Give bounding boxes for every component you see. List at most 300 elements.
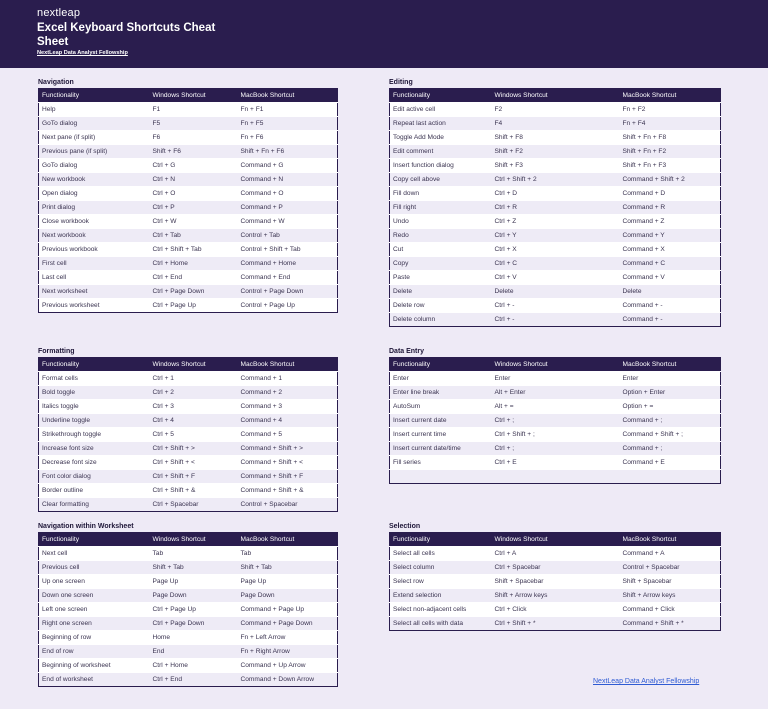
table-row bbox=[39, 659, 338, 673]
table-row bbox=[39, 498, 338, 512]
cell-functionality: Right one screen bbox=[39, 617, 150, 631]
col-header-functionality: Functionality bbox=[390, 533, 492, 547]
cell-functionality: Previous cell bbox=[39, 561, 150, 575]
table-row bbox=[39, 442, 338, 456]
cell-windows-shortcut: Tab bbox=[150, 547, 238, 561]
shortcut-table bbox=[389, 88, 721, 327]
cell-mac-shortcut: Command + End bbox=[238, 271, 338, 285]
table-row bbox=[390, 400, 721, 414]
cell-mac-shortcut: Command + W bbox=[238, 215, 338, 229]
cell-windows-shortcut: Ctrl + - bbox=[492, 299, 620, 313]
cell-windows-shortcut: Ctrl + - bbox=[492, 313, 620, 327]
cell-functionality: Beginning of worksheet bbox=[39, 659, 150, 673]
cell-mac-shortcut: Shift + Spacebar bbox=[620, 575, 721, 589]
cell-functionality: Select non-adjacent cells bbox=[390, 603, 492, 617]
table-row bbox=[39, 372, 338, 386]
cell-mac-shortcut: Command + G bbox=[238, 159, 338, 173]
cell-functionality: Cut bbox=[390, 243, 492, 257]
table-row bbox=[390, 575, 721, 589]
table-row bbox=[39, 428, 338, 442]
cell-mac-shortcut: Command + Shift + * bbox=[620, 617, 721, 631]
cell-functionality: AutoSum bbox=[390, 400, 492, 414]
section-title: Formatting bbox=[38, 348, 75, 355]
shortcut-table bbox=[389, 532, 721, 631]
cell-windows-shortcut: Ctrl + 5 bbox=[150, 428, 238, 442]
cell-functionality: Previous worksheet bbox=[39, 299, 150, 313]
col-header-mac: MacBook Shortcut bbox=[620, 533, 721, 547]
cell-mac-shortcut: Control + Shift + Tab bbox=[238, 243, 338, 257]
cell-functionality: Delete row bbox=[390, 299, 492, 313]
table-row bbox=[390, 145, 721, 159]
header-banner bbox=[0, 0, 768, 68]
table-row bbox=[39, 229, 338, 243]
cell-windows-shortcut: Ctrl + D bbox=[492, 187, 620, 201]
cell-functionality: Previous workbook bbox=[39, 243, 150, 257]
table-row bbox=[39, 673, 338, 687]
cell-functionality: GoTo dialog bbox=[39, 159, 150, 173]
table-row bbox=[39, 589, 338, 603]
cell-windows-shortcut: Ctrl + A bbox=[492, 547, 620, 561]
cell-functionality: Next worksheet bbox=[39, 285, 150, 299]
section-title: Editing bbox=[389, 79, 413, 86]
table-row bbox=[390, 131, 721, 145]
table-row bbox=[39, 547, 338, 561]
cell-windows-shortcut: F1 bbox=[150, 103, 238, 117]
col-header-mac: MacBook Shortcut bbox=[238, 358, 338, 372]
cell-mac-shortcut: Command + Home bbox=[238, 257, 338, 271]
table-row bbox=[390, 229, 721, 243]
table-row bbox=[390, 215, 721, 229]
cell-mac-shortcut: Command + X bbox=[620, 243, 721, 257]
table-row bbox=[39, 617, 338, 631]
cell-functionality: Repeat last action bbox=[390, 117, 492, 131]
table-row bbox=[39, 271, 338, 285]
cell-functionality: Paste bbox=[390, 271, 492, 285]
cell-functionality: Underline toggle bbox=[39, 414, 150, 428]
section-title: Navigation within Worksheet bbox=[38, 523, 134, 530]
table-row bbox=[390, 257, 721, 271]
cell-windows-shortcut: Ctrl + G bbox=[150, 159, 238, 173]
col-header-windows: Windows Shortcut bbox=[150, 89, 238, 103]
cell-mac-shortcut: Fn + F6 bbox=[238, 131, 338, 145]
cell-mac-shortcut: Shift + Tab bbox=[238, 561, 338, 575]
cell-windows-shortcut: Ctrl + ; bbox=[492, 442, 620, 456]
cell-functionality: Bold toggle bbox=[39, 386, 150, 400]
cell-windows-shortcut: Ctrl + R bbox=[492, 201, 620, 215]
cell-functionality: Clear formatting bbox=[39, 498, 150, 512]
section-title: Navigation bbox=[38, 79, 74, 86]
cell-mac-shortcut: Fn + F4 bbox=[620, 117, 721, 131]
cell-mac-shortcut: Command + Shift + 2 bbox=[620, 173, 721, 187]
table-row bbox=[390, 103, 721, 117]
table-row bbox=[39, 243, 338, 257]
table-row bbox=[39, 215, 338, 229]
cell-functionality: Fill right bbox=[390, 201, 492, 215]
cell-functionality: Insert current date/time bbox=[390, 442, 492, 456]
cell-mac-shortcut: Command + Click bbox=[620, 603, 721, 617]
col-header-functionality: Functionality bbox=[39, 358, 150, 372]
cell-mac-shortcut: Command + 3 bbox=[238, 400, 338, 414]
cell-mac-shortcut: Command + D bbox=[620, 187, 721, 201]
subtitle-link[interactable]: NextLeap Data Analyst Fellowship bbox=[37, 50, 128, 56]
cell-mac-shortcut: Command + - bbox=[620, 313, 721, 327]
cell-mac-shortcut: Control + Spacebar bbox=[620, 561, 721, 575]
cell-windows-shortcut: Shift + F8 bbox=[492, 131, 620, 145]
table-row bbox=[39, 145, 338, 159]
cell-mac-shortcut: Command + C bbox=[620, 257, 721, 271]
table-row bbox=[390, 271, 721, 285]
cell-windows-shortcut: F5 bbox=[150, 117, 238, 131]
footer-link[interactable]: NextLeap Data Analyst Fellowship bbox=[593, 678, 700, 685]
cell-mac-shortcut: Fn + F2 bbox=[620, 103, 721, 117]
cell-functionality: Insert function dialog bbox=[390, 159, 492, 173]
table-row bbox=[39, 484, 338, 498]
cell-windows-shortcut: Delete bbox=[492, 285, 620, 299]
cell-windows-shortcut: Page Down bbox=[150, 589, 238, 603]
cell-mac-shortcut: Control + Spacebar bbox=[238, 498, 338, 512]
cell-functionality: Copy bbox=[390, 257, 492, 271]
section-title: Data Entry bbox=[389, 348, 425, 355]
cell-windows-shortcut: Ctrl + W bbox=[150, 215, 238, 229]
cell-mac-shortcut: Option + Enter bbox=[620, 386, 721, 400]
cell-functionality: Last cell bbox=[39, 271, 150, 285]
col-header-windows: Windows Shortcut bbox=[492, 89, 620, 103]
table-row bbox=[390, 313, 721, 327]
cell-mac-shortcut: Shift + Fn + F3 bbox=[620, 159, 721, 173]
shortcut-table bbox=[38, 88, 338, 313]
cell-functionality: Strikethrough toggle bbox=[39, 428, 150, 442]
cell-windows-shortcut: Ctrl + Spacebar bbox=[150, 498, 238, 512]
cell-mac-shortcut: Command + ; bbox=[620, 442, 721, 456]
cell-windows-shortcut: Ctrl + Page Down bbox=[150, 617, 238, 631]
table-row bbox=[390, 159, 721, 173]
cell-mac-shortcut: Command + 1 bbox=[238, 372, 338, 386]
cell-windows-shortcut: Ctrl + Spacebar bbox=[492, 561, 620, 575]
col-header-mac: MacBook Shortcut bbox=[238, 89, 338, 103]
col-header-functionality: Functionality bbox=[39, 533, 150, 547]
cell-mac-shortcut: Command + 2 bbox=[238, 386, 338, 400]
cell-mac-shortcut: Command + - bbox=[620, 299, 721, 313]
table-row bbox=[39, 131, 338, 145]
table-row bbox=[390, 617, 721, 631]
cell-functionality: Left one screen bbox=[39, 603, 150, 617]
cell-functionality: Up one screen bbox=[39, 575, 150, 589]
table-row bbox=[39, 470, 338, 484]
cell-windows-shortcut: Ctrl + Y bbox=[492, 229, 620, 243]
empty-row bbox=[390, 470, 721, 484]
cell-mac-shortcut: Command + ; bbox=[620, 414, 721, 428]
cell-windows-shortcut: Alt + = bbox=[492, 400, 620, 414]
table-row bbox=[39, 117, 338, 131]
section-formatting bbox=[38, 347, 338, 512]
table-row bbox=[39, 414, 338, 428]
table-row bbox=[390, 386, 721, 400]
table-row bbox=[390, 561, 721, 575]
cell-mac-shortcut: Shift + Fn + F2 bbox=[620, 145, 721, 159]
table-row bbox=[39, 575, 338, 589]
cell-mac-shortcut: Shift + Fn + F8 bbox=[620, 131, 721, 145]
cell-windows-shortcut: Ctrl + Shift + ; bbox=[492, 428, 620, 442]
cell-functionality: First cell bbox=[39, 257, 150, 271]
cell-windows-shortcut: Shift + Arrow keys bbox=[492, 589, 620, 603]
cell-windows-shortcut: Ctrl + O bbox=[150, 187, 238, 201]
shortcut-table bbox=[389, 357, 721, 484]
table-row bbox=[390, 414, 721, 428]
cell-windows-shortcut: Ctrl + Z bbox=[492, 215, 620, 229]
table-row bbox=[390, 603, 721, 617]
section-navigation bbox=[38, 78, 338, 313]
empty-cell bbox=[492, 470, 620, 484]
cell-windows-shortcut: Ctrl + Shift + F bbox=[150, 470, 238, 484]
table-row bbox=[390, 173, 721, 187]
cell-windows-shortcut: End bbox=[150, 645, 238, 659]
cell-mac-shortcut: Fn + Left Arrow bbox=[238, 631, 338, 645]
col-header-mac: MacBook Shortcut bbox=[620, 89, 721, 103]
col-header-windows: Windows Shortcut bbox=[492, 533, 620, 547]
cell-mac-shortcut: Command + E bbox=[620, 456, 721, 470]
cell-functionality: Down one screen bbox=[39, 589, 150, 603]
cell-windows-shortcut: F2 bbox=[492, 103, 620, 117]
cell-mac-shortcut: Fn + F1 bbox=[238, 103, 338, 117]
cell-mac-shortcut: Command + P bbox=[238, 201, 338, 215]
page-title: Excel Keyboard Shortcuts Cheat Sheet bbox=[37, 22, 216, 48]
cell-functionality: Font color dialog bbox=[39, 470, 150, 484]
cell-mac-shortcut: Command + Up Arrow bbox=[238, 659, 338, 673]
cell-windows-shortcut: Ctrl + 3 bbox=[150, 400, 238, 414]
section-selection bbox=[389, 522, 721, 631]
cell-functionality: Redo bbox=[390, 229, 492, 243]
cell-windows-shortcut: Shift + F2 bbox=[492, 145, 620, 159]
cell-windows-shortcut: Ctrl + C bbox=[492, 257, 620, 271]
cell-functionality: Close workbook bbox=[39, 215, 150, 229]
cell-windows-shortcut: Ctrl + Page Up bbox=[150, 603, 238, 617]
cell-functionality: Edit comment bbox=[390, 145, 492, 159]
cell-functionality: Next cell bbox=[39, 547, 150, 561]
table-row bbox=[39, 386, 338, 400]
cell-mac-shortcut: Option + = bbox=[620, 400, 721, 414]
cell-windows-shortcut: Ctrl + End bbox=[150, 673, 238, 687]
table-row bbox=[390, 243, 721, 257]
cell-functionality: Undo bbox=[390, 215, 492, 229]
cell-windows-shortcut: Ctrl + V bbox=[492, 271, 620, 285]
cell-functionality: Help bbox=[39, 103, 150, 117]
cell-functionality: Select row bbox=[390, 575, 492, 589]
cell-functionality: Insert current time bbox=[390, 428, 492, 442]
cell-functionality: Extend selection bbox=[390, 589, 492, 603]
table-row bbox=[390, 187, 721, 201]
table-row bbox=[39, 173, 338, 187]
cell-functionality: Fill series bbox=[390, 456, 492, 470]
cell-windows-shortcut: Ctrl + P bbox=[150, 201, 238, 215]
table-row bbox=[39, 187, 338, 201]
cell-mac-shortcut: Command + Shift + > bbox=[238, 442, 338, 456]
col-header-windows: Windows Shortcut bbox=[150, 358, 238, 372]
cell-mac-shortcut: Control + Page Down bbox=[238, 285, 338, 299]
cell-windows-shortcut: Ctrl + Click bbox=[492, 603, 620, 617]
cell-functionality: End of row bbox=[39, 645, 150, 659]
section-data-entry bbox=[389, 347, 721, 484]
cell-mac-shortcut: Enter bbox=[620, 372, 721, 386]
table-row bbox=[39, 561, 338, 575]
cell-mac-shortcut: Shift + Fn + F6 bbox=[238, 145, 338, 159]
cell-windows-shortcut: Alt + Enter bbox=[492, 386, 620, 400]
cell-mac-shortcut: Control + Page Up bbox=[238, 299, 338, 313]
cell-functionality: Border outline bbox=[39, 484, 150, 498]
cell-mac-shortcut: Command + Z bbox=[620, 215, 721, 229]
cell-windows-shortcut: Shift + Tab bbox=[150, 561, 238, 575]
cell-mac-shortcut: Command + Shift + ; bbox=[620, 428, 721, 442]
cell-windows-shortcut: Ctrl + Tab bbox=[150, 229, 238, 243]
cell-functionality: Format cells bbox=[39, 372, 150, 386]
table-row bbox=[390, 456, 721, 470]
table-row bbox=[39, 201, 338, 215]
cell-mac-shortcut: Command + O bbox=[238, 187, 338, 201]
table-row bbox=[39, 159, 338, 173]
cell-functionality: Decrease font size bbox=[39, 456, 150, 470]
col-header-functionality: Functionality bbox=[390, 358, 492, 372]
table-row bbox=[390, 547, 721, 561]
cell-windows-shortcut: Ctrl + End bbox=[150, 271, 238, 285]
cell-mac-shortcut: Fn + F5 bbox=[238, 117, 338, 131]
cell-mac-shortcut: Command + Shift + & bbox=[238, 484, 338, 498]
cell-functionality: Fill down bbox=[390, 187, 492, 201]
cell-mac-shortcut: Command + 4 bbox=[238, 414, 338, 428]
cell-mac-shortcut: Command + R bbox=[620, 201, 721, 215]
cell-functionality: Enter bbox=[390, 372, 492, 386]
shortcut-table bbox=[38, 357, 338, 512]
cell-mac-shortcut: Command + N bbox=[238, 173, 338, 187]
cell-functionality: New workbook bbox=[39, 173, 150, 187]
cell-windows-shortcut: Ctrl + Shift + Tab bbox=[150, 243, 238, 257]
cell-mac-shortcut: Shift + Arrow keys bbox=[620, 589, 721, 603]
cell-functionality: Next workbook bbox=[39, 229, 150, 243]
cell-functionality: Enter line break bbox=[390, 386, 492, 400]
cell-windows-shortcut: Ctrl + Shift + * bbox=[492, 617, 620, 631]
brand-logo: nextleap bbox=[37, 7, 81, 19]
cell-windows-shortcut: Ctrl + Page Up bbox=[150, 299, 238, 313]
empty-cell bbox=[390, 470, 492, 484]
cell-windows-shortcut: Ctrl + Shift + & bbox=[150, 484, 238, 498]
col-header-functionality: Functionality bbox=[390, 89, 492, 103]
cell-functionality: Select column bbox=[390, 561, 492, 575]
cell-mac-shortcut: Command + V bbox=[620, 271, 721, 285]
col-header-windows: Windows Shortcut bbox=[492, 358, 620, 372]
col-header-windows: Windows Shortcut bbox=[150, 533, 238, 547]
cell-mac-shortcut: Command + Page Up bbox=[238, 603, 338, 617]
cell-windows-shortcut: Ctrl + N bbox=[150, 173, 238, 187]
col-header-mac: MacBook Shortcut bbox=[238, 533, 338, 547]
table-row bbox=[39, 645, 338, 659]
shortcut-table bbox=[38, 532, 338, 687]
col-header-functionality: Functionality bbox=[39, 89, 150, 103]
cell-windows-shortcut: Ctrl + Shift + > bbox=[150, 442, 238, 456]
cell-windows-shortcut: Ctrl + Shift + 2 bbox=[492, 173, 620, 187]
table-row bbox=[39, 285, 338, 299]
table-row bbox=[390, 285, 721, 299]
cell-mac-shortcut: Page Up bbox=[238, 575, 338, 589]
table-row bbox=[390, 589, 721, 603]
cell-mac-shortcut: Command + Down Arrow bbox=[238, 673, 338, 687]
cell-functionality: Beginning of row bbox=[39, 631, 150, 645]
cell-functionality: Delete column bbox=[390, 313, 492, 327]
cell-windows-shortcut: Shift + F3 bbox=[492, 159, 620, 173]
cell-functionality: Select all cells with data bbox=[390, 617, 492, 631]
table-row bbox=[39, 103, 338, 117]
cell-windows-shortcut: Ctrl + Home bbox=[150, 257, 238, 271]
cell-functionality: Open dialog bbox=[39, 187, 150, 201]
cell-functionality: Edit active cell bbox=[390, 103, 492, 117]
cell-functionality: Print dialog bbox=[39, 201, 150, 215]
cell-functionality: End of worksheet bbox=[39, 673, 150, 687]
cell-windows-shortcut: Ctrl + X bbox=[492, 243, 620, 257]
cell-mac-shortcut: Command + Shift + F bbox=[238, 470, 338, 484]
cell-mac-shortcut: Delete bbox=[620, 285, 721, 299]
section-editing bbox=[389, 78, 721, 327]
cell-windows-shortcut: Ctrl + Page Down bbox=[150, 285, 238, 299]
section-title: Selection bbox=[389, 523, 421, 530]
cell-windows-shortcut: Shift + Spacebar bbox=[492, 575, 620, 589]
cell-windows-shortcut: Ctrl + 4 bbox=[150, 414, 238, 428]
table-row bbox=[39, 631, 338, 645]
cell-mac-shortcut: Command + Shift + < bbox=[238, 456, 338, 470]
cell-functionality: Insert current date bbox=[390, 414, 492, 428]
cell-windows-shortcut: Enter bbox=[492, 372, 620, 386]
cell-windows-shortcut: Ctrl + Home bbox=[150, 659, 238, 673]
col-header-mac: MacBook Shortcut bbox=[620, 358, 721, 372]
cell-mac-shortcut: Command + Page Down bbox=[238, 617, 338, 631]
cell-windows-shortcut: Ctrl + Shift + < bbox=[150, 456, 238, 470]
table-row bbox=[39, 603, 338, 617]
table-row bbox=[39, 299, 338, 313]
cell-mac-shortcut: Command + Y bbox=[620, 229, 721, 243]
table-row bbox=[390, 428, 721, 442]
cell-functionality: Toggle Add Mode bbox=[390, 131, 492, 145]
cell-functionality: Increase font size bbox=[39, 442, 150, 456]
table-row bbox=[390, 201, 721, 215]
cell-windows-shortcut: Ctrl + 1 bbox=[150, 372, 238, 386]
cell-mac-shortcut: Fn + Right Arrow bbox=[238, 645, 338, 659]
cell-functionality: Delete bbox=[390, 285, 492, 299]
table-row bbox=[39, 400, 338, 414]
cell-windows-shortcut: Ctrl + 2 bbox=[150, 386, 238, 400]
cell-functionality: Italics toggle bbox=[39, 400, 150, 414]
cell-mac-shortcut: Page Down bbox=[238, 589, 338, 603]
table-row bbox=[390, 442, 721, 456]
cell-windows-shortcut: Page Up bbox=[150, 575, 238, 589]
table-row bbox=[390, 299, 721, 313]
cell-mac-shortcut: Command + 5 bbox=[238, 428, 338, 442]
table-row bbox=[39, 257, 338, 271]
cell-functionality: Previous pane (if split) bbox=[39, 145, 150, 159]
cell-functionality: Select all cells bbox=[390, 547, 492, 561]
cell-functionality: Copy cell above bbox=[390, 173, 492, 187]
cell-mac-shortcut: Control + Tab bbox=[238, 229, 338, 243]
cell-mac-shortcut: Command + A bbox=[620, 547, 721, 561]
cell-windows-shortcut: F4 bbox=[492, 117, 620, 131]
table-row bbox=[39, 456, 338, 470]
section-navigation-within-worksheet bbox=[38, 522, 338, 687]
cell-functionality: GoTo dialog bbox=[39, 117, 150, 131]
cell-functionality: Next pane (if split) bbox=[39, 131, 150, 145]
cell-windows-shortcut: F6 bbox=[150, 131, 238, 145]
cell-mac-shortcut: Tab bbox=[238, 547, 338, 561]
cell-windows-shortcut: Shift + F6 bbox=[150, 145, 238, 159]
table-row bbox=[390, 117, 721, 131]
cell-windows-shortcut: Ctrl + E bbox=[492, 456, 620, 470]
cell-windows-shortcut: Ctrl + ; bbox=[492, 414, 620, 428]
empty-cell bbox=[620, 470, 721, 484]
table-row bbox=[390, 372, 721, 386]
